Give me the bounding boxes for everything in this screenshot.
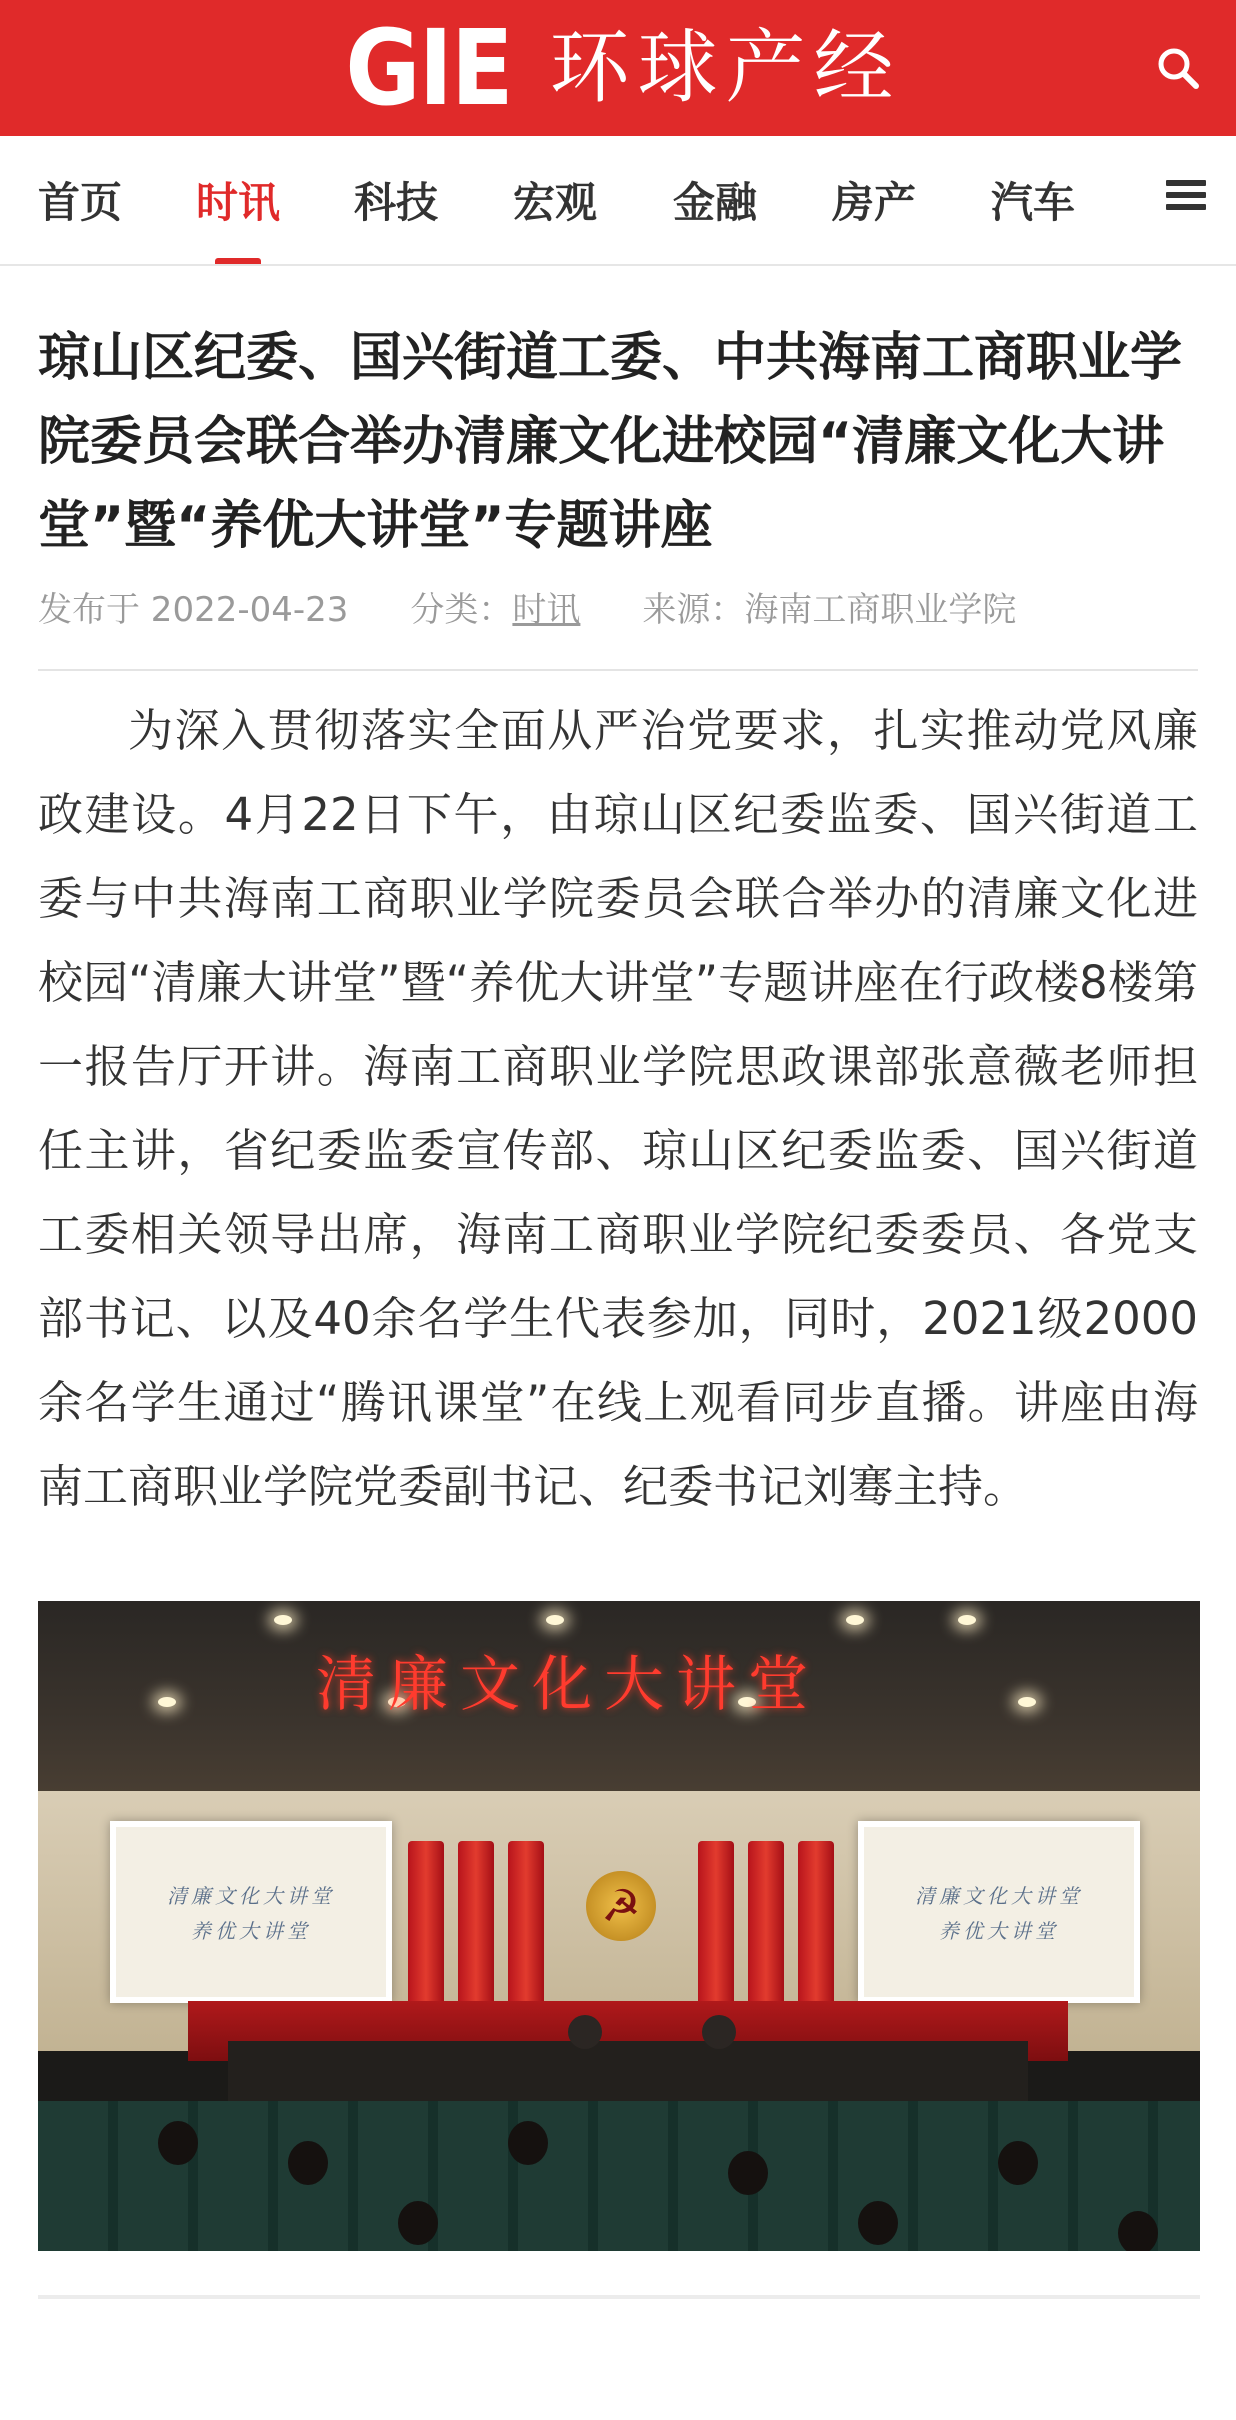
projection-screen-right — [858, 1821, 1140, 2003]
category-label: 分类： — [410, 590, 513, 630]
party-emblem-icon: ☭ — [586, 1871, 656, 1941]
screen-left-line1: 清廉文化大讲堂 — [167, 1884, 335, 1908]
article — [0, 312, 1236, 2299]
hamburger-menu-icon[interactable] — [1166, 180, 1206, 220]
site-brand[interactable] — [334, 7, 902, 129]
article-source: 来源：海南工商职业学院 — [642, 590, 1017, 630]
brand-name: 环球产经 — [549, 21, 902, 114]
category-link[interactable]: 时讯 — [512, 590, 581, 630]
nav-item-macro[interactable]: 宏观 — [513, 178, 598, 227]
nav-item-finance[interactable]: 金融 — [673, 178, 758, 227]
article-meta — [38, 582, 1198, 671]
red-flag — [408, 1841, 444, 2021]
red-flag — [798, 1841, 834, 2021]
publish-date: 发布于 2022-04-23 — [38, 590, 349, 630]
speaker-figure — [702, 2015, 736, 2049]
red-flag — [698, 1841, 734, 2021]
red-flag — [508, 1841, 544, 2021]
search-button[interactable] — [1148, 38, 1208, 98]
speaker-figure — [568, 2015, 602, 2049]
red-flag — [458, 1841, 494, 2021]
category-nav — [0, 136, 1236, 266]
red-flag — [748, 1841, 784, 2021]
top-header — [0, 0, 1236, 136]
screen-right-line1: 清廉文化大讲堂 — [915, 1884, 1083, 1908]
nav-item-auto[interactable]: 汽车 — [991, 178, 1076, 227]
nav-item-home[interactable]: 首页 — [38, 178, 123, 227]
nav-item-realestate[interactable]: 房产 — [832, 178, 917, 227]
screen-left-line2: 养优大讲堂 — [191, 1919, 311, 1943]
divider — [38, 2295, 1200, 2299]
brand-logo: GIE — [345, 7, 513, 129]
nav-item-news[interactable]: 时讯 — [196, 136, 280, 264]
category — [410, 582, 580, 631]
search-icon — [1156, 46, 1200, 90]
article-photo[interactable] — [38, 1601, 1200, 2251]
article-title: 琼山区纪委、国兴街道工委、中共海南工商职业学院委员会联合举办清廉文化进校园“清廉文化大讲堂”暨“养优大讲堂”专题讲座 — [38, 328, 1183, 556]
article-body: 为深入贯彻落实全面从严治党要求，扎实推动党风廉政建设。4月22日下午，由琼山区纪委监委、国兴街道工委与中共海南工商职业学院委员会联合举办的清廉文化进校园“清廉大讲堂”暨“养优大讲堂”专题讲座在行政楼8楼第一报告厅开讲。海南工商职业学院思政课部张意薇老师担任主讲，省纪委监委宣传部、琼山区纪委监委、国兴街道工委相关领导出席，海南工商职业学院纪委委员、各党支部书记、以及40余名学生代表参加，同时，2021级2000余名学生通过“腾讯课堂”在线上观看同步直播。讲座由海南工商职业学院党委副书记、纪委书记刘骞主持。 — [38, 704, 1198, 1513]
screen-right-line2: 养优大讲堂 — [939, 1919, 1059, 1943]
projection-screen-left — [110, 1821, 392, 2003]
led-sign: 清廉文化大讲堂 — [316, 1650, 820, 1720]
nav-item-tech[interactable]: 科技 — [354, 178, 439, 227]
